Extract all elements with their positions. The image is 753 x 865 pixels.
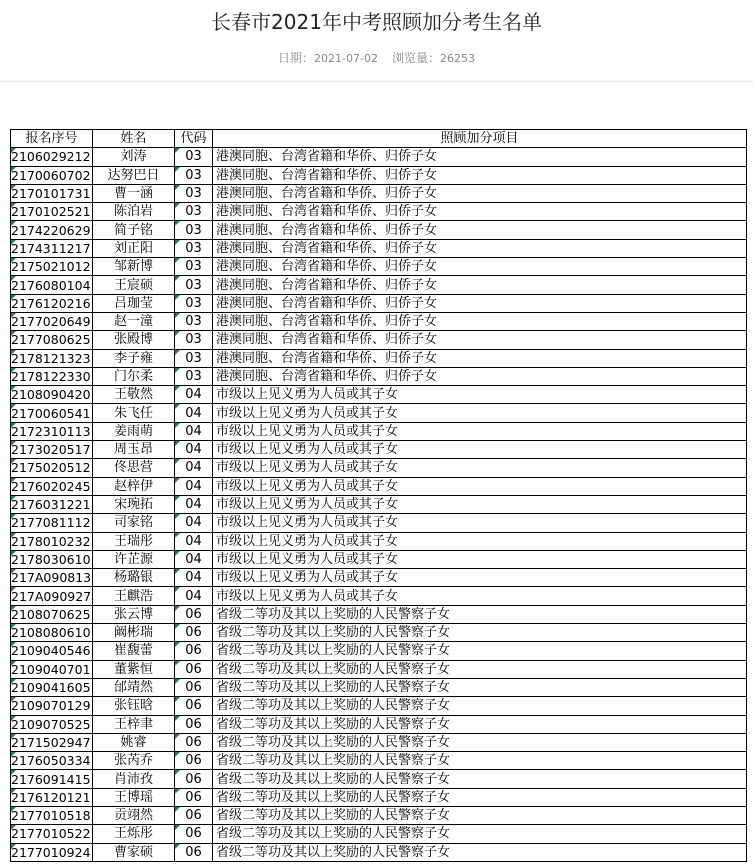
bonus-item-cell: 市级以上见义勇为人员或其子女 (216, 570, 399, 586)
bonus-item-cell: 港澳同胞、台湾省籍和华侨、归侨子女 (216, 314, 438, 330)
cell-comment-marker-icon (175, 331, 180, 336)
reg-id-cell: 2170060541 (11, 405, 91, 421)
cell-comment-marker-icon (11, 734, 16, 739)
reg-id-cell: 2178010232 (11, 533, 91, 549)
reg-id-cell: 2173020517 (11, 442, 91, 458)
table-row (11, 495, 747, 513)
cell-comment-marker-icon (175, 551, 180, 556)
code-cell: 06 (185, 606, 202, 622)
cell-comment-marker-icon (11, 295, 16, 300)
code-cell: 03 (185, 314, 202, 330)
name-cell: 赵梓伊 (113, 478, 153, 494)
code-cell: 03 (185, 369, 202, 384)
name-cell: 王敬然 (113, 387, 153, 403)
code-cell: 03 (185, 222, 202, 238)
table-row (11, 697, 747, 715)
reg-id-cell: 2176091415 (11, 771, 91, 787)
cell-comment-marker-icon (175, 221, 180, 226)
name-cell: 宋琬拓 (113, 497, 153, 513)
code-cell: 03 (185, 332, 202, 348)
cell-comment-marker-icon (11, 258, 16, 263)
code-cell: 04 (185, 570, 202, 586)
bonus-item-cell: 港澳同胞、台湾省籍和华侨、归侨子女 (216, 277, 438, 293)
reg-id-cell: 2174220629 (11, 222, 91, 238)
cell-comment-marker-icon (175, 167, 180, 172)
cell-comment-marker-icon (11, 752, 16, 757)
name-cell: 姜雨萌 (113, 423, 153, 439)
name-cell: 王瑞彤 (113, 533, 153, 549)
bonus-item-cell: 省级二等功及其以上奖励的人民警察子女 (216, 625, 451, 641)
code-cell: 06 (185, 680, 202, 696)
cell-comment-marker-icon (11, 331, 16, 336)
cell-comment-marker-icon (11, 240, 16, 245)
code-cell: 06 (185, 844, 202, 860)
bonus-item-cell: 港澳同胞、台湾省籍和华侨、归侨子女 (216, 259, 438, 275)
cell-comment-marker-icon (175, 789, 180, 794)
bonus-item-cell: 市级以上见义勇为人员或其子女 (216, 515, 399, 531)
reg-id-cell: 2176050334 (11, 753, 91, 769)
bonus-item-cell: 港澳同胞、台湾省籍和华侨、归侨子女 (216, 149, 438, 165)
reg-id-cell: 2108090420 (11, 387, 91, 403)
reg-id-cell: 2176020245 (11, 478, 91, 494)
cell-comment-marker-icon (11, 825, 16, 830)
cell-comment-marker-icon (11, 770, 16, 775)
cell-comment-marker-icon (175, 313, 180, 318)
bonus-item-cell: 省级二等功及其以上奖励的人民警察子女 (216, 606, 451, 622)
name-cell: 张殿博 (113, 332, 153, 348)
name-cell: 王宸硕 (113, 277, 153, 293)
code-cell: 04 (185, 497, 202, 513)
name-cell: 简子铭 (113, 222, 153, 238)
header-name: 姓名 (93, 130, 175, 148)
reg-id-cell: 2177080625 (11, 332, 91, 348)
cell-comment-marker-icon (11, 386, 16, 391)
bonus-item-cell: 港澳同胞、台湾省籍和华侨、归侨子女 (216, 240, 438, 256)
cell-comment-marker-icon (175, 148, 180, 153)
bonus-item-cell: 市级以上见义勇为人员或其子女 (216, 387, 399, 403)
bonus-item-cell: 市级以上见义勇为人员或其子女 (216, 442, 399, 458)
cell-comment-marker-icon (11, 587, 16, 592)
bonus-item-cell: 省级二等功及其以上奖励的人民警察子女 (216, 826, 451, 842)
cell-comment-marker-icon (175, 807, 180, 812)
table-row (11, 514, 747, 532)
code-cell: 03 (185, 240, 202, 256)
cell-comment-marker-icon (175, 240, 180, 245)
table-row (11, 148, 747, 166)
bonus-item-cell: 港澳同胞、台湾省籍和华侨、归侨子女 (216, 186, 438, 202)
name-cell: 肖沛孜 (113, 771, 153, 787)
name-cell: 杨璐银 (113, 570, 153, 586)
bonus-item-cell: 省级二等功及其以上奖励的人民警察子女 (216, 844, 451, 860)
name-cell: 王梓聿 (113, 716, 153, 732)
bonus-item-cell: 市级以上见义勇为人员或其子女 (216, 551, 399, 567)
cell-comment-marker-icon (175, 258, 180, 263)
reg-id-cell: 217A090813 (11, 570, 92, 586)
cell-comment-marker-icon (175, 716, 180, 721)
cell-comment-marker-icon (11, 551, 16, 556)
name-cell: 朱飞任 (113, 405, 153, 421)
name-cell: 刘正阳 (113, 240, 153, 256)
name-cell: 达努巴日 (107, 167, 160, 183)
bonus-item-cell: 市级以上见义勇为人员或其子女 (216, 423, 399, 439)
view-count: 26253 (439, 52, 475, 65)
code-cell: 03 (185, 149, 202, 165)
table-row (11, 770, 747, 788)
reg-id-cell: 2109040701 (11, 661, 91, 677)
name-cell: 曹家硕 (113, 844, 153, 860)
code-cell: 04 (185, 423, 202, 439)
cell-comment-marker-icon (11, 441, 16, 446)
cell-comment-marker-icon (175, 624, 180, 629)
code-cell: 06 (185, 643, 202, 659)
header-reg-id: 报名序号 (11, 130, 93, 148)
header-code: 代码 (175, 130, 213, 148)
reg-id-cell: 2178121323 (11, 350, 91, 366)
table-row (11, 422, 747, 440)
name-cell: 陈泊岩 (113, 204, 153, 220)
bonus-item-cell: 省级二等功及其以上奖励的人民警察子女 (216, 716, 451, 732)
cell-comment-marker-icon (11, 606, 16, 611)
table-row (11, 624, 747, 642)
table-row (11, 733, 747, 751)
table-row (11, 715, 747, 733)
table-row (11, 532, 747, 550)
name-cell: 李子雍 (113, 350, 153, 366)
code-cell: 03 (185, 259, 202, 275)
table-row (11, 276, 747, 294)
cell-comment-marker-icon (11, 569, 16, 574)
table-row (11, 477, 747, 495)
code-cell: 06 (185, 753, 202, 769)
bonus-item-cell: 省级二等功及其以上奖励的人民警察子女 (216, 680, 451, 696)
name-cell: 周玉昂 (113, 442, 153, 458)
table-row (11, 441, 747, 459)
code-cell: 03 (185, 277, 202, 293)
reg-id-cell: 2170102521 (11, 204, 91, 220)
name-cell: 佟思营 (113, 460, 153, 476)
table-row (11, 678, 747, 696)
code-cell: 06 (185, 661, 202, 677)
code-cell: 04 (185, 551, 202, 567)
code-cell: 03 (185, 167, 202, 183)
code-cell: 06 (185, 625, 202, 641)
code-cell: 04 (185, 515, 202, 531)
reg-id-cell: 2176120121 (11, 789, 91, 805)
code-cell: 04 (185, 588, 202, 604)
cell-comment-marker-icon (175, 752, 180, 757)
cell-comment-marker-icon (175, 770, 180, 775)
name-cell: 赵一潼 (113, 314, 153, 330)
name-cell: 张钰晗 (113, 698, 153, 714)
code-cell: 03 (185, 204, 202, 220)
name-cell: 许芷源 (113, 551, 153, 567)
code-cell: 04 (185, 460, 202, 476)
cell-comment-marker-icon (11, 679, 16, 684)
table-row (11, 203, 747, 221)
table-row (11, 459, 747, 477)
cell-comment-marker-icon (11, 459, 16, 464)
name-cell: 邹新博 (113, 259, 153, 275)
name-cell: 门尔柔 (113, 369, 153, 384)
cell-comment-marker-icon (175, 661, 180, 666)
cell-comment-marker-icon (11, 148, 16, 153)
cell-comment-marker-icon (175, 203, 180, 208)
code-cell: 06 (185, 789, 202, 805)
name-cell: 王博瑶 (113, 789, 153, 805)
cell-comment-marker-icon (175, 587, 180, 592)
cell-comment-marker-icon (175, 368, 180, 373)
cell-comment-marker-icon (175, 514, 180, 519)
bonus-item-cell: 市级以上见义勇为人员或其子女 (216, 497, 399, 513)
table-row (11, 587, 747, 605)
cell-comment-marker-icon (11, 221, 16, 226)
reg-id-cell: 2170101731 (11, 186, 91, 202)
table-row (11, 258, 747, 276)
name-cell: 崔馥蕾 (113, 643, 153, 659)
article-meta (0, 50, 753, 67)
cell-comment-marker-icon (11, 514, 16, 519)
cell-comment-marker-icon (175, 276, 180, 281)
reg-id-cell: 2174311217 (11, 240, 91, 256)
bonus-item-cell: 港澳同胞、台湾省籍和华侨、归侨子女 (216, 167, 438, 183)
table-row (11, 825, 747, 843)
code-cell: 04 (185, 442, 202, 458)
bonus-item-cell: 省级二等功及其以上奖励的人民警察子女 (216, 643, 451, 659)
table-row (11, 569, 747, 587)
table-row (11, 843, 747, 861)
name-cell: 董紫恒 (113, 661, 153, 677)
article-header (0, 0, 753, 80)
bonus-item-cell: 港澳同胞、台湾省籍和华侨、归侨子女 (216, 369, 438, 384)
cell-comment-marker-icon (175, 386, 180, 391)
table-row (11, 752, 747, 770)
header-divider (0, 81, 753, 82)
cell-comment-marker-icon (11, 478, 16, 483)
reg-id-cell: 2177081112 (11, 515, 91, 531)
name-cell: 王麒浩 (113, 588, 153, 604)
reg-id-cell: 2109070525 (11, 716, 91, 732)
cell-comment-marker-icon (175, 185, 180, 190)
cell-comment-marker-icon (11, 368, 16, 373)
table-row (11, 294, 747, 312)
cell-comment-marker-icon (11, 350, 16, 355)
cell-comment-marker-icon (11, 276, 16, 281)
cell-comment-marker-icon (11, 624, 16, 629)
code-cell: 03 (185, 295, 202, 311)
cell-comment-marker-icon (175, 679, 180, 684)
cell-comment-marker-icon (175, 569, 180, 574)
table-row (11, 239, 747, 257)
bonus-item-cell: 市级以上见义勇为人员或其子女 (216, 405, 399, 421)
cell-comment-marker-icon (175, 423, 180, 428)
table-row (11, 404, 747, 422)
bonus-item-cell: 市级以上见义勇为人员或其子女 (216, 478, 399, 494)
reg-id-cell: 2171502947 (11, 734, 91, 750)
bonus-item-cell: 省级二等功及其以上奖励的人民警察子女 (216, 753, 451, 769)
name-cell: 王烁彤 (113, 826, 153, 842)
code-cell: 04 (185, 533, 202, 549)
code-cell: 04 (185, 387, 202, 403)
bonus-item-cell: 省级二等功及其以上奖励的人民警察子女 (216, 661, 451, 677)
header-bonus-item: 照顾加分项目 (213, 130, 747, 148)
code-cell: 03 (185, 186, 202, 202)
name-cell: 司家铭 (113, 515, 153, 531)
reg-id-cell: 2175020512 (11, 460, 91, 476)
cell-comment-marker-icon (175, 844, 180, 849)
table-row (11, 642, 747, 660)
cell-comment-marker-icon (175, 533, 180, 538)
cell-comment-marker-icon (11, 642, 16, 647)
bonus-list-table (10, 129, 747, 862)
reg-id-cell: 2176120216 (11, 295, 91, 311)
code-cell: 06 (185, 698, 202, 714)
cell-comment-marker-icon (175, 478, 180, 483)
cell-comment-marker-icon (11, 661, 16, 666)
table-row (11, 349, 747, 367)
name-cell: 吕珈莹 (113, 295, 153, 311)
bonus-item-cell: 市级以上见义勇为人员或其子女 (216, 588, 399, 604)
bonus-item-cell: 省级二等功及其以上奖励的人民警察子女 (216, 734, 451, 750)
reg-id-cell: 2178122330 (11, 369, 91, 384)
bonus-item-cell: 港澳同胞、台湾省籍和华侨、归侨子女 (216, 204, 438, 220)
reg-id-cell: 2109040546 (11, 643, 91, 659)
cell-comment-marker-icon (11, 716, 16, 721)
cell-comment-marker-icon (175, 697, 180, 702)
bonus-item-cell: 省级二等功及其以上奖励的人民警察子女 (216, 808, 451, 824)
cell-comment-marker-icon (175, 459, 180, 464)
publish-date: 2021-07-02 (314, 52, 378, 65)
bonus-item-cell: 港澳同胞、台湾省籍和华侨、归侨子女 (216, 350, 438, 366)
name-cell: 姚睿 (120, 734, 147, 750)
code-cell: 06 (185, 826, 202, 842)
reg-id-cell: 2177010924 (11, 844, 91, 860)
cell-comment-marker-icon (11, 185, 16, 190)
table-row (11, 221, 747, 239)
bonus-item-cell: 市级以上见义勇为人员或其子女 (216, 533, 399, 549)
name-cell: 阚彬瑞 (113, 625, 153, 641)
name-cell: 刘涛 (120, 149, 147, 165)
reg-id-cell: 2106029212 (11, 149, 91, 165)
cell-comment-marker-icon (11, 203, 16, 208)
reg-id-cell: 2177010522 (11, 826, 91, 842)
table-header-row (11, 130, 747, 148)
reg-id-cell: 2108080610 (11, 625, 91, 641)
cell-comment-marker-icon (11, 313, 16, 318)
bonus-item-cell: 港澳同胞、台湾省籍和华侨、归侨子女 (216, 222, 438, 238)
cell-comment-marker-icon (11, 789, 16, 794)
views-label: 浏览量： (391, 51, 440, 65)
reg-id-cell: 2170060702 (11, 167, 91, 183)
cell-comment-marker-icon (175, 734, 180, 739)
code-cell: 04 (185, 405, 202, 421)
cell-comment-marker-icon (175, 350, 180, 355)
table-row (11, 367, 747, 385)
table-row (11, 660, 747, 678)
table-row (11, 184, 747, 202)
cell-comment-marker-icon (175, 404, 180, 409)
code-cell: 03 (185, 350, 202, 366)
cell-comment-marker-icon (175, 606, 180, 611)
article-title: 长春市2021年中考照顾加分考生名单 (211, 10, 542, 34)
bonus-item-cell: 港澳同胞、台湾省籍和华侨、归侨子女 (216, 295, 438, 311)
reg-id-cell: 2109041605 (11, 680, 91, 696)
reg-id-cell: 2172310113 (11, 423, 91, 439)
cell-comment-marker-icon (175, 441, 180, 446)
cell-comment-marker-icon (11, 496, 16, 501)
reg-id-cell: 2108070625 (11, 606, 91, 622)
cell-comment-marker-icon (11, 404, 16, 409)
cell-comment-marker-icon (175, 496, 180, 501)
cell-comment-marker-icon (11, 844, 16, 849)
name-cell: 张芮乔 (113, 753, 153, 769)
bonus-item-cell: 港澳同胞、台湾省籍和华侨、归侨子女 (216, 332, 438, 348)
cell-comment-marker-icon (11, 423, 16, 428)
code-cell: 06 (185, 716, 202, 732)
date-label: 日期： (278, 51, 315, 65)
table-row (11, 605, 747, 623)
reg-id-cell: 2176080104 (11, 277, 91, 293)
bonus-item-cell: 省级二等功及其以上奖励的人民警察子女 (216, 698, 451, 714)
table-row (11, 806, 747, 824)
cell-comment-marker-icon (175, 642, 180, 647)
name-cell: 曹一涵 (113, 186, 153, 202)
table-row (11, 166, 747, 184)
name-cell: 张云博 (113, 606, 153, 622)
cell-comment-marker-icon (175, 295, 180, 300)
cell-comment-marker-icon (11, 807, 16, 812)
code-cell: 06 (185, 771, 202, 787)
reg-id-cell: 2178030610 (11, 551, 91, 567)
bonus-item-cell: 省级二等功及其以上奖励的人民警察子女 (216, 789, 451, 805)
code-cell: 04 (185, 478, 202, 494)
bonus-item-cell: 市级以上见义勇为人员或其子女 (216, 460, 399, 476)
cell-comment-marker-icon (11, 533, 16, 538)
reg-id-cell: 2177010518 (11, 808, 91, 824)
reg-id-cell: 2177020649 (11, 314, 91, 330)
name-cell: 邰靖然 (113, 680, 153, 696)
code-cell: 06 (185, 808, 202, 824)
table-body (11, 148, 747, 862)
reg-id-cell: 2175021012 (11, 259, 91, 275)
name-cell: 贡翊然 (113, 808, 153, 824)
table-row (11, 550, 747, 568)
reg-id-cell: 2176031221 (11, 497, 91, 513)
table-row (11, 386, 747, 404)
bonus-item-cell: 省级二等功及其以上奖励的人民警察子女 (216, 771, 451, 787)
table-row (11, 331, 747, 349)
cell-comment-marker-icon (11, 167, 16, 172)
table-row (11, 788, 747, 806)
cell-comment-marker-icon (11, 697, 16, 702)
reg-id-cell: 2109070129 (11, 698, 91, 714)
code-cell: 06 (185, 734, 202, 750)
table-row (11, 312, 747, 330)
reg-id-cell: 217A090927 (11, 588, 92, 604)
cell-comment-marker-icon (175, 825, 180, 830)
